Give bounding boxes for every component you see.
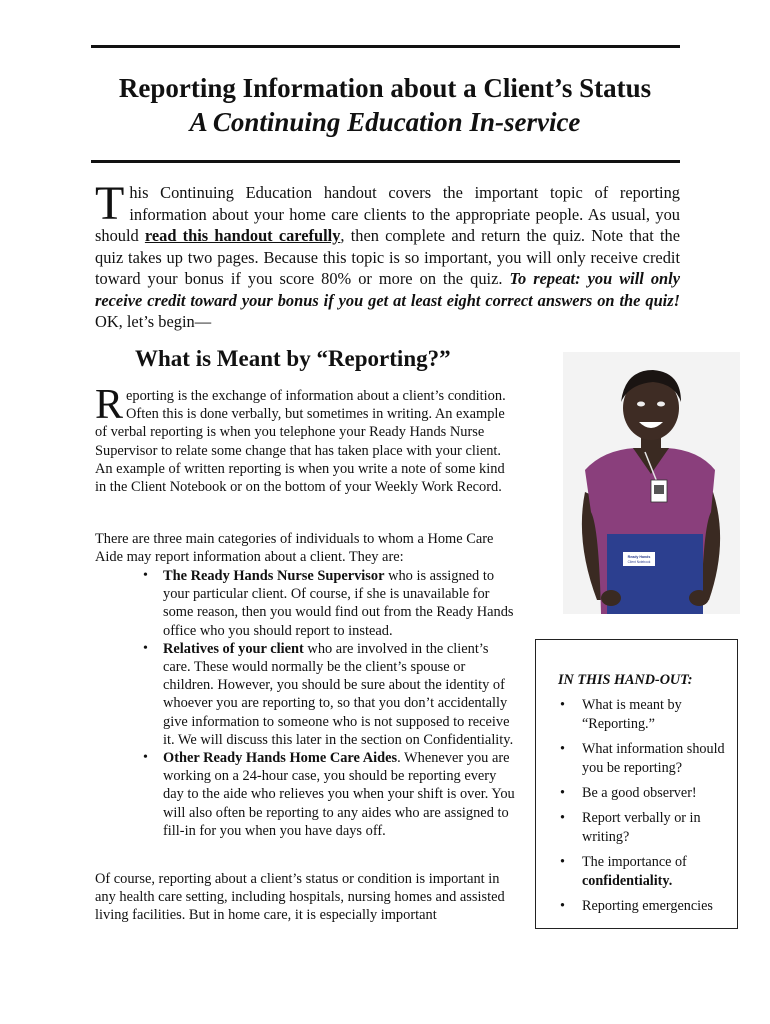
section-dropcap: R	[95, 382, 124, 428]
handout-contents-list	[560, 696, 737, 922]
handout-contents-title: IN THIS HAND-OUT:	[558, 672, 693, 688]
closing-paragraph: Of course, reporting about a client’s status or condition is important in any health care setting, including hospitals, nursing homes and assisted living facilities. But in home care, it is especially important	[95, 871, 505, 924]
photo-right-hand	[689, 590, 709, 606]
list-item-text: Reporting emergencies	[582, 898, 713, 914]
bullet-icon: •	[560, 697, 565, 713]
bullet-icon: •	[560, 898, 565, 914]
title-rule	[91, 160, 680, 163]
reporting-definition-text: eporting is the exchange of information about a client’s condition. Often this is done verbally, but sometimes in writing. An example of verbal reporting is when you telephone your Ready Hands Nurse Supervisor to relate some change that has taken place with your client. An example of written reporting is when you write a note of some kind in the Client Notebook or on the bottom of your Weekly Work Record.	[95, 388, 506, 496]
list-item	[560, 853, 737, 891]
reporting-definition-paragraph	[95, 382, 510, 496]
bullet-icon: •	[560, 785, 565, 801]
bullet-icon: •	[560, 810, 565, 826]
intro-emphasis: To repeat: you will only receive credit toward your bonus if you get at least eight correct answers on the quiz!	[95, 269, 680, 310]
intro-underlined-instruction: read this handout carefully	[144, 226, 341, 245]
list-item-bold: Relatives of your client	[163, 640, 304, 657]
photo-eye	[657, 402, 665, 407]
intro-text-2: , then complete and return the quiz. Note that the quiz takes up two pages. Because this topic is so important, you will only receive credit toward your bonus if you score 80% or more on the quiz.	[95, 226, 681, 288]
intro-dropcap: T	[95, 177, 125, 230]
list-item	[560, 740, 737, 778]
bullet-icon: •	[560, 741, 565, 757]
list-item	[143, 749, 515, 840]
list-item-bold: The Ready Hands Nurse Supervisor	[163, 568, 385, 584]
bullet-icon: •	[143, 568, 148, 583]
list-item	[560, 784, 737, 803]
categories-intro-paragraph: There are three main categories of individuals to whom a Home Care Aide may report information about a client. They are:	[95, 531, 494, 566]
list-item-text: . Whenever you are working on a 24-hour case, you should be reporting every day to the aide who relieves you when your shift is over. You will also often be reporting to any aides who are assigned to fill-in for you when you have days off.	[163, 750, 515, 839]
list-item-text: Be a good observer!	[582, 785, 697, 801]
photo-folder-label-bottom: Client Notebook	[627, 560, 651, 564]
photo-folder	[607, 534, 703, 614]
nurse-aide-photo	[563, 352, 740, 614]
photo-id-picture	[654, 485, 664, 494]
page-subtitle: A Continuing Education In-service	[189, 107, 581, 137]
photo-eye	[637, 402, 645, 407]
list-item	[143, 640, 515, 749]
top-rule	[91, 45, 680, 48]
list-item-text: who is assigned to your particular client. Of course, if she is unavailable for some reason, then you would find out from the Ready Hands office who you should report to instead.	[163, 568, 514, 639]
bullet-icon: •	[143, 640, 148, 656]
list-item-text: What information should you be reporting?	[582, 741, 725, 776]
photo-folder-label-top: Ready Hands	[627, 555, 651, 559]
list-item-bold: Other Ready Hands Home Care Aides	[163, 750, 398, 767]
photo-left-hand	[601, 590, 621, 606]
section-heading: What is Meant by “Reporting?”	[135, 346, 451, 371]
intro-text-1: his Continuing Education handout covers the important topic of reporting information about your home care clients to the appropriate people. As usual, you should	[95, 183, 680, 245]
list-item-text: Report verbally or in writing?	[582, 810, 701, 845]
list-item-bold: confidentiality.	[582, 873, 673, 889]
list-item-text: The importance of	[582, 854, 687, 870]
list-item-text: who are involved in the client’s care. These would normally be the client’s spouse or children. However, you should be sure about the identity of whoever you are reporting to, so that you don’t accidentally give information to someone who is not supposed to receive it. We will discuss this later in the section on Confidentiality.	[163, 640, 514, 748]
categories-list	[143, 567, 515, 840]
list-item	[560, 696, 737, 734]
handout-contents-box	[535, 639, 738, 929]
list-item	[560, 809, 737, 847]
list-item-text: What is meant by “Reporting.”	[582, 697, 682, 732]
bullet-icon: •	[560, 854, 565, 870]
page-title: Reporting Information about a Client’s Status	[118, 73, 652, 103]
bullet-icon: •	[143, 750, 148, 766]
intro-text-3: OK, let’s begin—	[95, 312, 212, 331]
list-item	[143, 567, 515, 640]
list-item	[560, 897, 737, 916]
intro-paragraph	[95, 177, 681, 333]
